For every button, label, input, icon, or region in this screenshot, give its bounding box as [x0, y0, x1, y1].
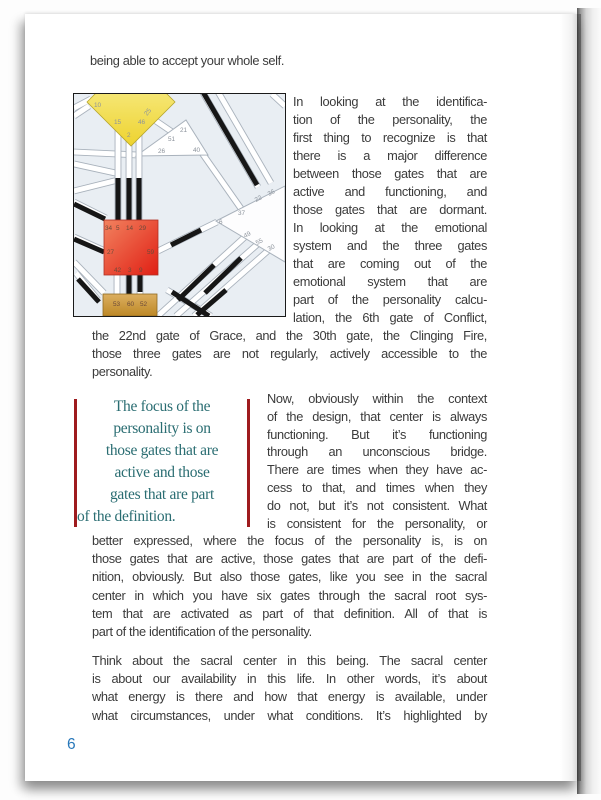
paragraph-context-column — [267, 390, 487, 532]
text-line: nition, obviously. But also those gates, like you see in the sacral — [92, 569, 487, 585]
gate-number: 60 — [127, 301, 135, 308]
paragraph-identification-column — [293, 93, 487, 327]
bodygraph-figure — [73, 93, 286, 317]
text-line: Now, obviously within the context — [267, 391, 487, 406]
text-line: through an unconscious bridge. — [267, 444, 487, 460]
gate-number: 51 — [168, 136, 176, 143]
gate-number: 9 — [139, 267, 143, 274]
text-line: those three gates are not regularly, actively accessible to the — [92, 346, 487, 362]
gate-number: 25 — [143, 107, 154, 118]
paragraph-context-rest — [92, 532, 487, 641]
gate-number: 6 — [219, 219, 223, 226]
text-line: part of the identification of the personality. — [92, 624, 312, 640]
text-line: being able to accept your whole self. — [90, 53, 285, 68]
gate-number: 26 — [158, 148, 166, 155]
text-line: tem that are activated as part of that definition. All of that is — [92, 605, 487, 621]
text-line: the 22nd gate of Grace, and the 30th gate, the Clinging Fire, — [92, 328, 487, 343]
text-line: personality is on — [113, 420, 211, 437]
text-line: do not, but it’s not consistent. What — [267, 497, 487, 513]
text-line: better expressed, where the focus of the personality is, is on — [92, 533, 487, 548]
gate-number: 46 — [138, 119, 146, 126]
gate-number: 2 — [127, 132, 131, 139]
text-line: first thing to recognize is that — [293, 130, 487, 145]
text-line: active and functioning, and — [293, 184, 487, 199]
gate-number: 10 — [94, 102, 102, 109]
page-number: 6 — [67, 736, 76, 753]
text-line: part of the personality calcu- — [293, 292, 487, 307]
text-line: between those gates that are — [293, 166, 487, 181]
text-line: there is a major difference — [293, 148, 487, 163]
book-page — [25, 14, 577, 781]
gate-number: 37 — [238, 210, 246, 217]
gate-number: 14 — [126, 225, 134, 232]
text-line: is consistent for the personality, or — [267, 515, 487, 531]
text-line: what circumstances, under what conditions. It’s highlighted by — [92, 707, 487, 723]
text-line: The focus of the — [113, 398, 211, 415]
text-line: emotional system that are — [293, 274, 487, 289]
text-line: those gates that are dormant. — [293, 202, 487, 217]
text-line: In looking at the identifica- — [293, 94, 487, 109]
text-line: tion of the personality, the — [293, 112, 487, 127]
gate-number: 59 — [147, 249, 155, 256]
gate-number: 15 — [114, 119, 122, 126]
gate-number: 27 — [107, 249, 115, 256]
gate-number: 53 — [113, 301, 121, 308]
gate-number: 3 — [128, 267, 132, 274]
text-line: functioning. But it’s functioning — [267, 426, 487, 442]
page-curl-shadow — [560, 14, 581, 781]
gate-number: 29 — [139, 225, 147, 232]
text-line: center in which you have six gates through the sacral root sys- — [92, 587, 487, 603]
text-line: There are times when they have ac- — [267, 462, 487, 478]
gate-number: 5 — [116, 225, 120, 232]
text-line: Think about the sacral center in this being. The sacral center — [92, 653, 487, 668]
gate-number: 49 — [242, 230, 253, 240]
bodygraph-svg — [74, 94, 285, 316]
gate-number: 52 — [140, 301, 148, 308]
text-line: what energy is there and how that energy is available, under — [92, 689, 487, 705]
gate-number: 55 — [254, 237, 265, 247]
paragraph-sacral — [92, 652, 487, 725]
pullquote-rule-right — [247, 399, 250, 527]
text-line: In looking at the emotional — [293, 220, 487, 235]
gate-number: 21 — [180, 127, 188, 134]
text-line: active and those — [114, 464, 210, 481]
text-line: of the design, that center is always — [267, 408, 487, 424]
text-line: cess to that, and times when they — [267, 479, 487, 495]
text-line: of the definition. — [77, 508, 176, 525]
gate-number: 22 — [253, 194, 264, 204]
paragraph-identification-rest — [92, 327, 487, 382]
gate-number: 40 — [193, 147, 201, 154]
gate-number: 36 — [266, 188, 277, 198]
text-line: system and the three gates — [293, 238, 487, 253]
text-line: personality. — [92, 364, 153, 380]
text-line: that are coming out of the — [293, 256, 487, 271]
gate-number: 42 — [114, 267, 122, 274]
text-line: gates that are part — [109, 486, 215, 503]
text-line: lation, the 6th gate of Conflict, — [293, 310, 487, 325]
gate-number: 34 — [105, 225, 113, 232]
text-line: those gates that are — [105, 442, 219, 459]
text-line: those gates that are active, those gates that are part of the defi- — [92, 551, 487, 567]
paragraph-intro — [90, 52, 487, 70]
gate-number: 30 — [266, 243, 277, 253]
pullquote — [77, 396, 247, 528]
text-line: is about our availability in this life. In other words, it’s about — [92, 671, 487, 687]
